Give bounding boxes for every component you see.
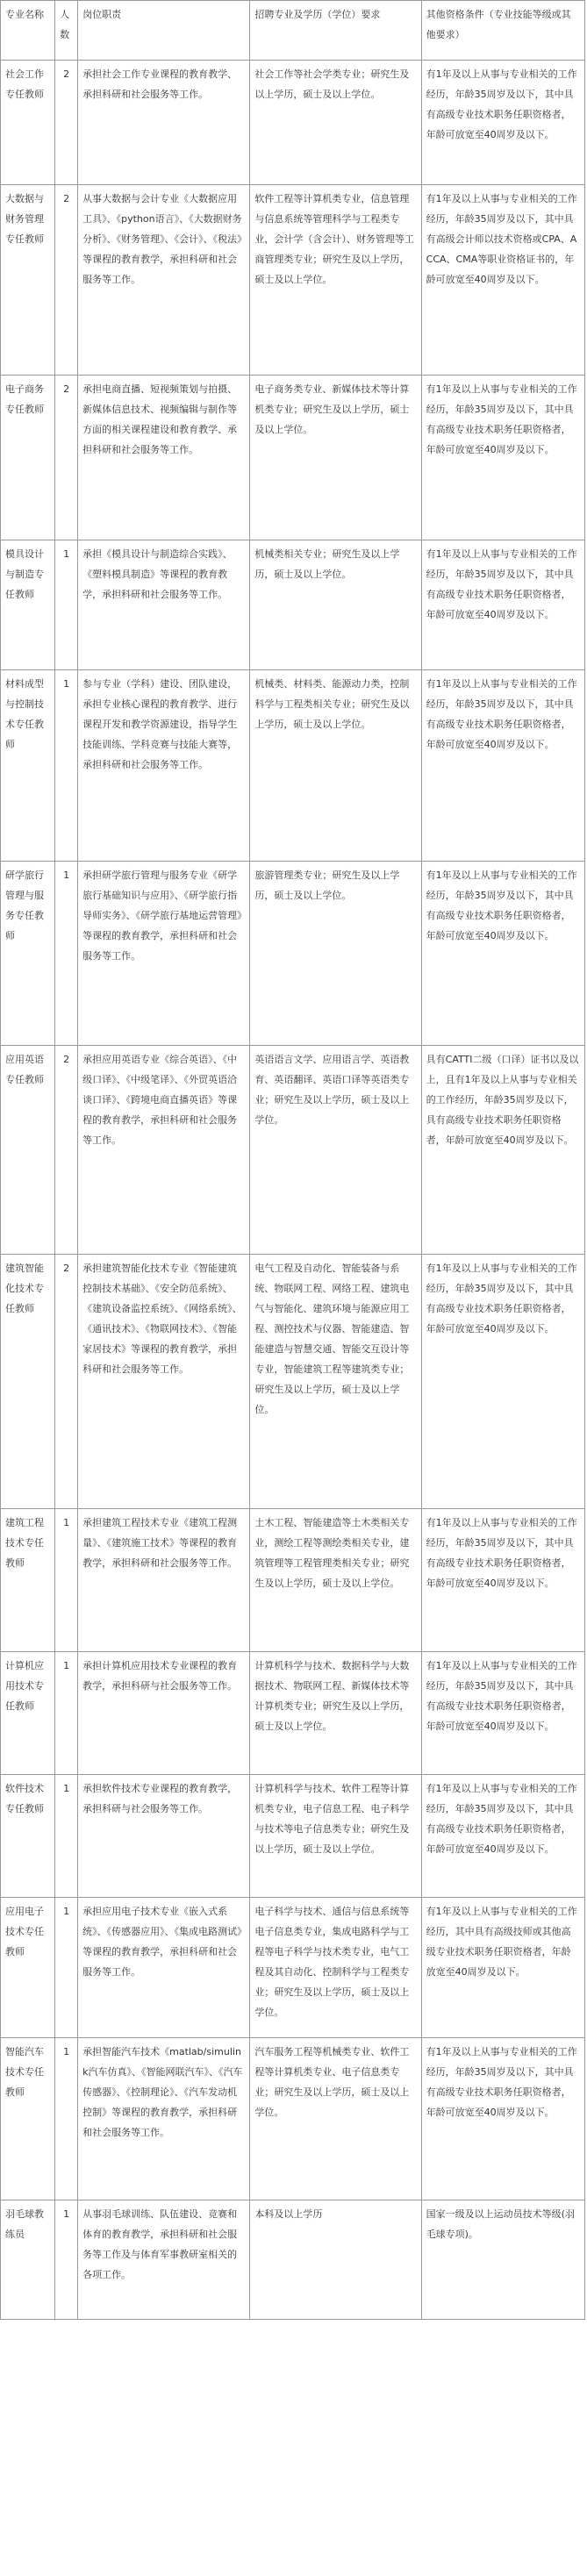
major-requirement-cell: 汽车服务工程等机械类专业、软件工程等计算机类专业、电子信息类专业；研究生及以上学历，硕士及以上学位。 xyxy=(250,2038,421,2200)
duty-cell: 承担应用英语专业《综合英语》、《中级口译》、《中级笔译》、《外贸英语洽谈口译》、《跨境电商直播英语》等课程的教育教学，承担科研和社会服务等工作。 xyxy=(78,1046,250,1255)
job-name-cell: 材料成型与控制技术专任教师 xyxy=(1,670,55,862)
headcount-cell: 1 xyxy=(55,1509,78,1652)
table-header xyxy=(1,1,585,61)
major-requirement-cell: 本科及以上学历 xyxy=(250,2200,421,2320)
major-requirement-cell: 电气工程及自动化、智能装备与系统、物联网工程、网络工程、建筑电气与智能化、建筑环境与能源应用工程、测控技术与仪器、智能建造、智能建造与智慧交通、智能交互设计等专业，智能建筑工程等建筑类专业；研究生及以上学历，硕士及以上学位。 xyxy=(250,1255,421,1509)
headcount-cell: 2 xyxy=(55,185,78,376)
other-qualification-cell: 国家一级及以上运动员技术等级(羽毛球专项)。 xyxy=(421,2200,584,2320)
header-other: 其他资格条件（专业技能等级或其他要求） xyxy=(421,1,584,61)
other-qualification-cell: 有1年及以上从事与专业相关的工作经历，年龄35周岁及以下，其中具有高级专业技术职务任职资格者，年龄可放宽至40周岁及以下。 xyxy=(421,1509,584,1652)
job-name-cell: 软件技术专任教师 xyxy=(1,1775,55,1898)
table-row xyxy=(1,1509,585,1652)
job-name-cell: 电子商务专任教师 xyxy=(1,376,55,540)
duty-cell: 承担建筑工程技术专业《建筑工程测量》、《建筑施工技术》等课程的教育教学，承担科研和社会服务等工作。 xyxy=(78,1509,250,1652)
job-name-cell: 羽毛球教练员 xyxy=(1,2200,55,2320)
table-row xyxy=(1,1775,585,1898)
header-major: 招聘专业及学历（学位）要求 xyxy=(250,1,421,61)
duty-cell: 承担智能汽车技术《matlab/simulink汽车仿真》、《智能网联汽车》、《汽车传感器》、《控制理论》、《汽车发动机控制》等课程的教育教学，承担科研和社会服务等工作。 xyxy=(78,2038,250,2200)
job-name-cell: 应用电子技术专任教师 xyxy=(1,1898,55,2038)
header-count: 人数 xyxy=(55,1,78,61)
headcount-cell: 1 xyxy=(55,540,78,670)
major-requirement-cell: 机械类相关专业；研究生及以上学历，硕士及以上学位。 xyxy=(250,540,421,670)
job-name-cell: 研学旅行管理与服务专任教师 xyxy=(1,862,55,1046)
headcount-cell: 1 xyxy=(55,862,78,1046)
table-row xyxy=(1,2038,585,2200)
table-row xyxy=(1,61,585,185)
other-qualification-cell: 有1年及以上从事与专业相关的工作经历，年龄35周岁及以下，其中具有高级专业技术职务任职资格者，年龄可放宽至40周岁及以下。 xyxy=(421,1775,584,1898)
table-row xyxy=(1,376,585,540)
job-name-cell: 建筑智能化技术专任教师 xyxy=(1,1255,55,1509)
other-qualification-cell: 有1年及以上从事与专业相关的工作经历，年龄35周岁及以下，其中具有高级会计师以技术资格或CPA、ACCA、CMA等职业资格证书的，年龄可放宽至40周岁及以下。 xyxy=(421,185,584,376)
other-qualification-cell: 具有CATTI二级（口译）证书以及以上，且有1年及以上从事与专业相关的工作经历，年龄35周岁及以下，具有高级专业技术职务任职资格者，年龄可放宽至40周岁及以下。 xyxy=(421,1046,584,1255)
major-requirement-cell: 土木工程、智能建造等土木类相关专业，测绘工程等测绘类相关专业，建筑管理等工程管理类相关专业；研究生及以上学历，硕士及以上学位。 xyxy=(250,1509,421,1652)
other-qualification-cell: 有1年及以上从事与专业相关的工作经历，年龄35周岁及以下，其中具有高级专业技术职务任职资格者，年龄可放宽至40周岁及以下。 xyxy=(421,1255,584,1509)
headcount-cell: 1 xyxy=(55,670,78,862)
major-requirement-cell: 计算机科学与技术、软件工程等计算机类专业，电子信息工程、电子科学与技术等电子信息类专业；研究生及以上学历，硕士及以上学位。 xyxy=(250,1775,421,1898)
table-row xyxy=(1,185,585,376)
table-row xyxy=(1,2200,585,2320)
headcount-cell: 1 xyxy=(55,2038,78,2200)
duty-cell: 承担《模具设计与制造综合实践》、《塑料模具制造》等课程的教育教学，承担科研和社会服务等工作。 xyxy=(78,540,250,670)
major-requirement-cell: 机械类、材料类、能源动力类，控制科学与工程类相关专业；研究生及以上学历，硕士及以上学位。 xyxy=(250,670,421,862)
duty-cell: 承担应用电子技术专业《嵌入式系统》、《传感器应用》、《集成电路测试》等课程的教育教学，承担科研和社会服务等工作。 xyxy=(78,1898,250,2038)
headcount-cell: 2 xyxy=(55,61,78,185)
duty-cell: 承担软件技术专业课程的教育教学，承担科研与社会服务等工作。 xyxy=(78,1775,250,1898)
headcount-cell: 2 xyxy=(55,1255,78,1509)
duty-cell: 参与专业（学科）建设、团队建设，承担专业核心课程的教育教学、进行课程开发和教学资源建设，指导学生技能训练、学科竞赛与技能大赛等，承担科研和社会服务等工作。 xyxy=(78,670,250,862)
header-row xyxy=(1,1,585,61)
table-row xyxy=(1,540,585,670)
table-row xyxy=(1,1652,585,1775)
other-qualification-cell: 有1年及以上从事与专业相关的工作经历，年龄35周岁及以下，其中具有高级专业技术职务任职资格者，年龄可放宽至40周岁及以下。 xyxy=(421,376,584,540)
table-row xyxy=(1,670,585,862)
major-requirement-cell: 软件工程等计算机类专业，信息管理与信息系统等管理科学与工程类专业，会计学（含会计）、财务管理等工商管理类专业；研究生及以上学历，硕士及以上学位。 xyxy=(250,185,421,376)
job-name-cell: 大数据与财务管理专任教师 xyxy=(1,185,55,376)
duty-cell: 从事大数据与会计专业《大数据应用工具》、《python语言》、《大数据财务分析》、《财务管理》、《会计》、《税法》等课程的教育教学，承担科研和社会服务等工作。 xyxy=(78,185,250,376)
duty-cell: 承担计算机应用技术专业课程的教育教学，承担科研与社会服务等工作。 xyxy=(78,1652,250,1775)
headcount-cell: 1 xyxy=(55,2200,78,2320)
other-qualification-cell: 有1年及以上从事与专业相关的工作经历，年龄35周岁及以下，其中具有高级专业技术职务任职资格者，年龄可放宽至40周岁及以下。 xyxy=(421,1652,584,1775)
other-qualification-cell: 有1年及以上从事与专业相关的工作经历，年龄35周岁及以下，其中具有高级专业技术职务任职资格者，年龄可放宽至40周岁及以下。 xyxy=(421,670,584,862)
table-body xyxy=(1,61,585,2320)
table-row xyxy=(1,1046,585,1255)
major-requirement-cell: 电子科学与技术、通信与信息系统等电子信息类专业，集成电路科学与工程等电子科学与技术类专业，电气工程及其自动化、控制科学与工程类专业；研究生及以上学历，硕士及以上学位。 xyxy=(250,1898,421,2038)
duty-cell: 承担建筑智能化技术专业《智能建筑控制技术基础》、《安全防范系统》、《建筑设备监控系统》、《网络系统》、《通讯技术》、《物联网技术》、《智能家居技术》等课程的教育教学，承担科研和社会服务等工作。 xyxy=(78,1255,250,1509)
headcount-cell: 1 xyxy=(55,1775,78,1898)
headcount-cell: 2 xyxy=(55,1046,78,1255)
duty-cell: 承担研学旅行管理与服务专业《研学旅行基础知识与应用》、《研学旅行指导师实务》、《研学旅行基地运营管理》等课程的教育教学，承担科研和社会服务等工作。 xyxy=(78,862,250,1046)
header-duty: 岗位职责 xyxy=(78,1,250,61)
table-row xyxy=(1,1255,585,1509)
job-name-cell: 建筑工程技术专任教师 xyxy=(1,1509,55,1652)
duty-cell: 承担电商直播、短视频策划与拍摄、新媒体信息技术、视频编辑与制作等方面的相关课程建设和教育教学、承担科研和社会服务等工作。 xyxy=(78,376,250,540)
other-qualification-cell: 有1年及以上从事与专业相关的工作经历，其中具有高级技师或其他高级专业技术职务任职资格者，年龄放宽至40周岁及以下。 xyxy=(421,1898,584,2038)
major-requirement-cell: 电子商务类专业、新媒体技术等计算机类专业；研究生及以上学历，硕士及以上学位。 xyxy=(250,376,421,540)
headcount-cell: 2 xyxy=(55,376,78,540)
major-requirement-cell: 旅游管理类专业；研究生及以上学历，硕士及以上学位。 xyxy=(250,862,421,1046)
headcount-cell: 1 xyxy=(55,1898,78,2038)
table-row xyxy=(1,862,585,1046)
major-requirement-cell: 英语语言文学、应用语言学、英语教育、英语翻译、英语口译等英语类专业；研究生及以上学历，硕士及以上学位。 xyxy=(250,1046,421,1255)
table-row xyxy=(1,1898,585,2038)
major-requirement-cell: 社会工作等社会学类专业；研究生及以上学历，硕士及以上学位。 xyxy=(250,61,421,185)
job-name-cell: 模具设计与制造专任教师 xyxy=(1,540,55,670)
header-name: 专业名称 xyxy=(1,1,55,61)
other-qualification-cell: 有1年及以上从事与专业相关的工作经历，年龄35周岁及以下，其中具有高级专业技术职务任职资格者，年龄可放宽至40周岁及以下。 xyxy=(421,862,584,1046)
job-name-cell: 应用英语专任教师 xyxy=(1,1046,55,1255)
job-name-cell: 计算机应用技术专任教师 xyxy=(1,1652,55,1775)
other-qualification-cell: 有1年及以上从事与专业相关的工作经历，年龄35周岁及以下，其中具有高级专业技术职务任职资格者，年龄可放宽至40周岁及以下。 xyxy=(421,61,584,185)
headcount-cell: 1 xyxy=(55,1652,78,1775)
duty-cell: 从事羽毛球训练、队伍建设、竞赛和体育的教育教学，承担科研和社会服务等工作及与体育军事教研室相关的各项工作。 xyxy=(78,2200,250,2320)
other-qualification-cell: 有1年及以上从事与专业相关的工作经历，年龄35周岁及以下，其中具有高级专业技术职务任职资格者，年龄可放宽至40周岁及以下。 xyxy=(421,540,584,670)
job-name-cell: 智能汽车技术专任教师 xyxy=(1,2038,55,2200)
duty-cell: 承担社会工作专业课程的教育教学、承担科研和社会服务等工作。 xyxy=(78,61,250,185)
major-requirement-cell: 计算机科学与技术、数据科学与大数据技术、物联网工程、新媒体技术等计算机类专业；研究生及以上学历，硕士及以上学位。 xyxy=(250,1652,421,1775)
other-qualification-cell: 有1年及以上从事与专业相关的工作经历，年龄35周岁及以下，其中具有高级专业技术职务任职资格者，年龄可放宽至40周岁及以下。 xyxy=(421,2038,584,2200)
job-name-cell: 社会工作专任教师 xyxy=(1,61,55,185)
